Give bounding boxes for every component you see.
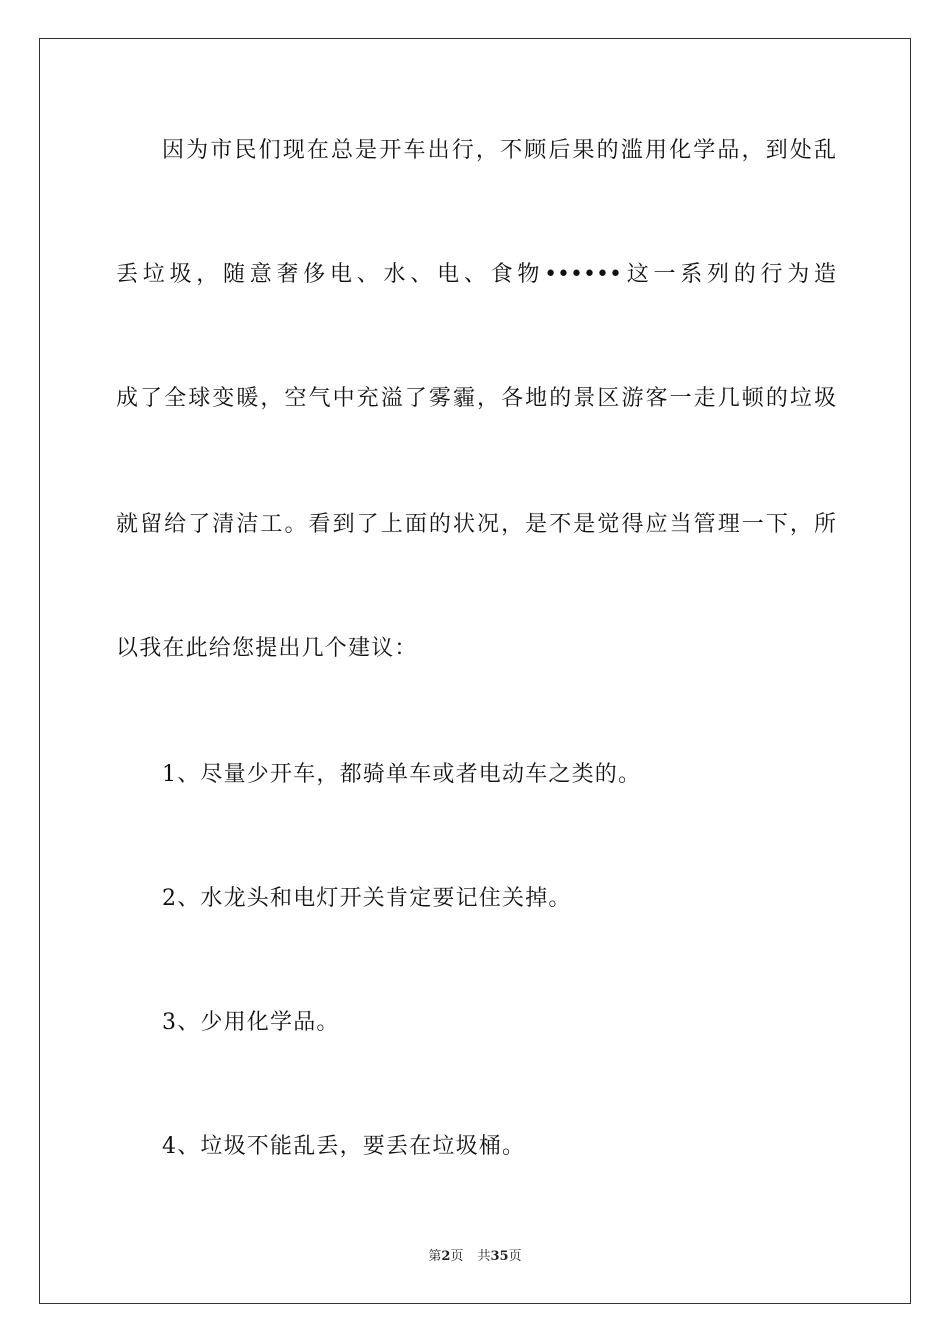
list-item-1: 1、尽量少开车，都骑单车或者电动车之类的。 bbox=[162, 762, 642, 787]
total-suffix: 页 bbox=[508, 1249, 522, 1264]
page-number: 2 bbox=[441, 1249, 451, 1264]
list-item-3: 3、少用化学品。 bbox=[162, 1010, 340, 1035]
total-prefix: 共 bbox=[477, 1249, 491, 1264]
paragraph-line-4: 就留给了清洁工。看到了上面的状况，是不是觉得应当管理一下，所 bbox=[116, 512, 836, 537]
list-item-2: 2、水龙头和电灯开关肯定要记住关掉。 bbox=[162, 886, 572, 911]
paragraph-line-3: 成了全球变暖，空气中充溢了雾霾，各地的景区游客一走几顿的垃圾 bbox=[116, 386, 836, 411]
page-border bbox=[39, 38, 911, 1304]
page-suffix: 页 bbox=[450, 1249, 464, 1264]
paragraph-line-5: 以我在此给您提出几个建议： bbox=[116, 636, 418, 661]
page-footer bbox=[0, 1248, 950, 1266]
page-prefix: 第 bbox=[428, 1249, 442, 1264]
paragraph-line-1: 因为市民们现在总是开车出行，不顾后果的滥用化学品，到处乱 bbox=[162, 138, 836, 163]
total-pages: 35 bbox=[490, 1249, 509, 1264]
paragraph-line-2: 丢垃圾，随意奢侈电、水、电、食物••••••这一系列的行为造 bbox=[116, 262, 836, 287]
list-item-4: 4、垃圾不能乱丢，要丢在垃圾桶。 bbox=[162, 1134, 526, 1159]
